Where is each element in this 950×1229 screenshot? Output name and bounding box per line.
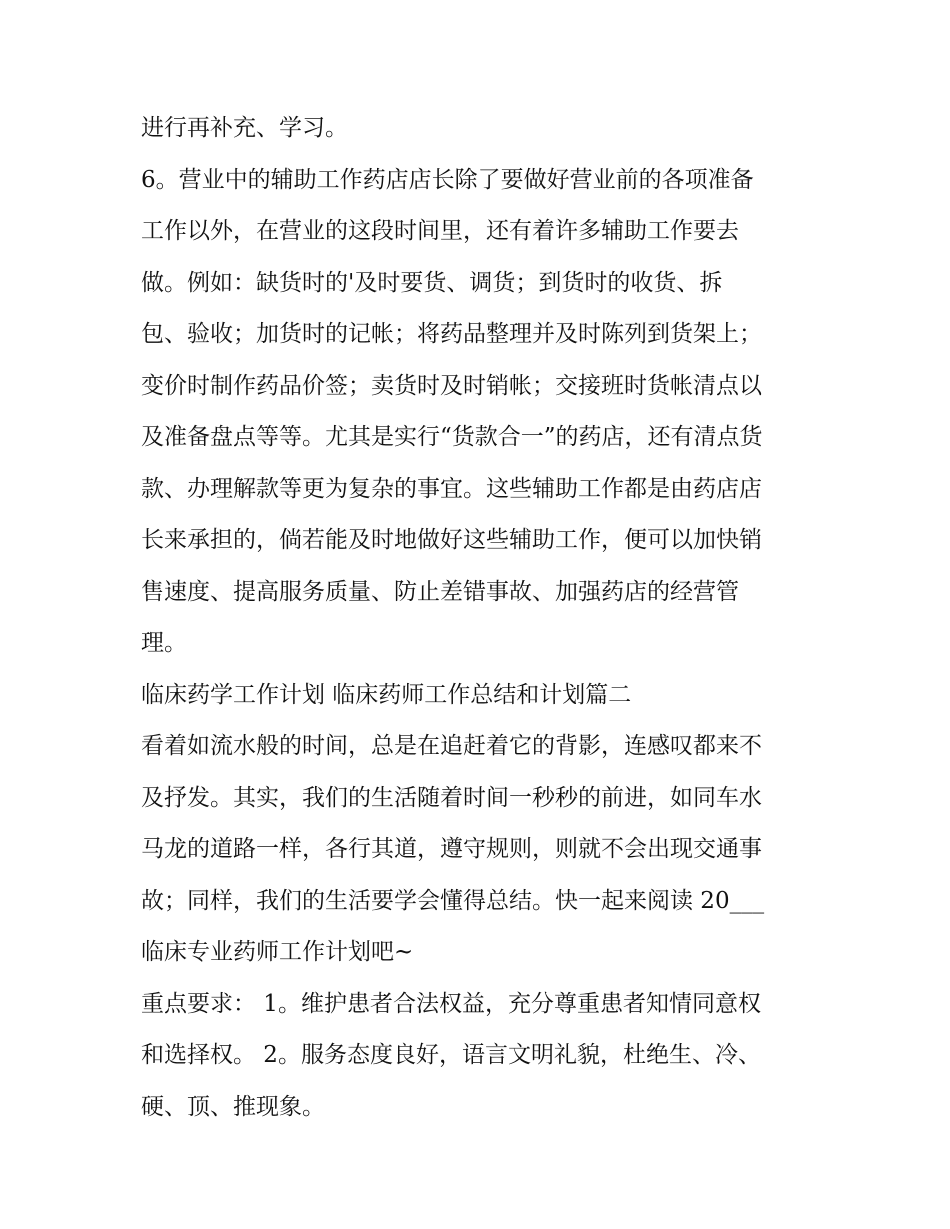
text-line: 临床专业药师工作计划吧~: [141, 939, 414, 965]
text-line: 进行再补充、学习。: [141, 115, 348, 141]
text-line: 理。: [141, 630, 187, 656]
text-line: 做。例如：缺货时的'及时要货、调货；到货时的收货、拆: [141, 269, 723, 296]
text-line: 工作以外，在营业的这段时间里，还有着许多辅助工作要去: [141, 218, 739, 244]
text-line: 重点要求： 1。维护患者合法权益，充分尊重患者知情同意权: [141, 990, 761, 1017]
text-line: 及准备盘点等等。尤其是实行“货款合一”的药店，还有清点货: [141, 424, 763, 450]
text-line: 包、验收；加货时的记帐；将药品整理并及时陈列到货架上；: [141, 321, 762, 347]
text-line: 故；同样，我们的生活要学会懂得总结。快一起来阅读 20___: [141, 887, 765, 914]
text-line: 和选择权。 2。服务态度良好，语言文明礼貌，杜绝生、冷、: [141, 1042, 761, 1068]
section-heading: 临床药学工作计划 临床药师工作总结和计划篇二: [141, 681, 632, 708]
text-line: 变价时制作药品价签；卖货时及时销帐；交接班时货帐清点以: [141, 372, 762, 399]
text-line: 及抒发。其实，我们的生活随着时间一秒秒的前进，如同车水: [141, 784, 762, 811]
text-line: 看着如流水般的时间，总是在追赶着它的背影，连感叹都来不: [141, 733, 762, 759]
text-line: 款、办理解款等更为复杂的事宜。这些辅助工作都是由药店店: [141, 475, 762, 502]
text-line: 6。营业中的辅助工作药店店长除了要做好营业前的各项准备: [141, 166, 754, 193]
text-line: 马龙的道路一样，各行其道，遵守规则，则就不会出现交通事: [141, 836, 762, 862]
text-line: 长来承担的，倘若能及时地做好这些辅助工作，便可以加快销: [141, 527, 762, 553]
text-line: 售速度、提高服务质量、防止差错事故、加强药店的经营管: [141, 578, 739, 605]
body-text: [141, 103, 821, 1133]
text-line: 硬、顶、推现象。: [141, 1093, 325, 1120]
